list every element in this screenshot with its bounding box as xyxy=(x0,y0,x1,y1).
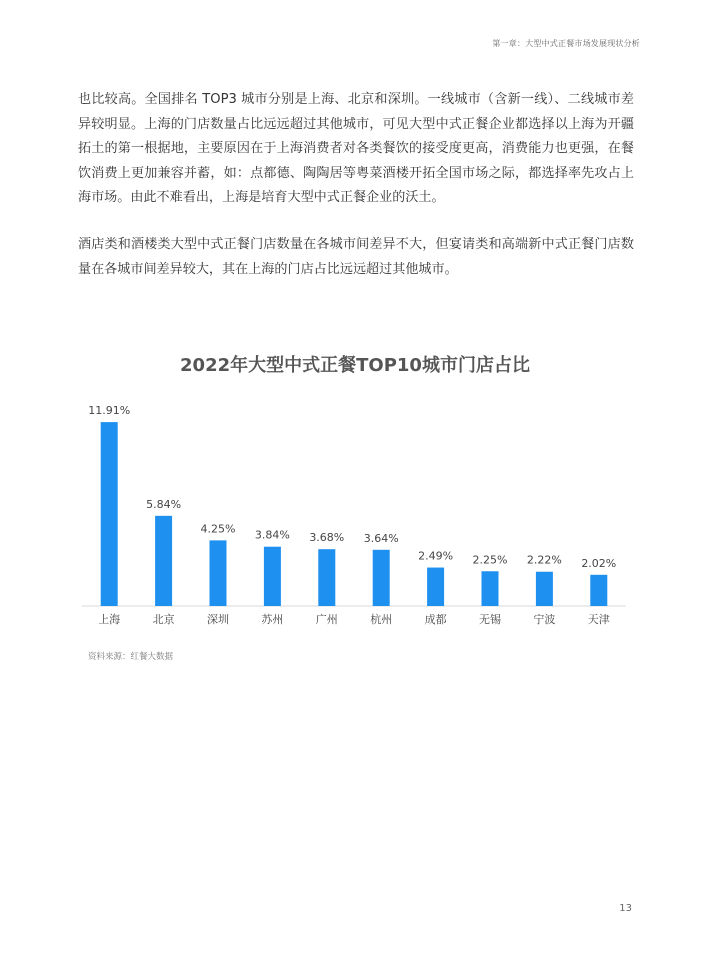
category-label-3: 苏州 xyxy=(261,613,284,626)
source-note: 资料来源：红餐大数据 xyxy=(88,652,174,662)
category-label-7: 无锡 xyxy=(479,613,501,626)
value-label-0: 11.91% xyxy=(88,404,131,418)
page-number: 13 xyxy=(619,903,632,914)
category-label-4: 广州 xyxy=(315,613,338,626)
bar-7 xyxy=(482,571,499,606)
value-label-7: 2.25% xyxy=(472,553,508,567)
bar-1 xyxy=(155,516,172,606)
category-label-8: 宁波 xyxy=(533,613,556,626)
value-label-3: 3.84% xyxy=(254,528,290,542)
category-label-2: 深圳 xyxy=(207,613,229,626)
bar-8 xyxy=(536,572,553,606)
value-label-8: 2.22% xyxy=(526,553,562,567)
category-label-5: 杭州 xyxy=(370,613,393,626)
category-label-6: 成都 xyxy=(424,613,447,626)
bar-3 xyxy=(264,547,281,606)
bar-5 xyxy=(373,550,390,606)
category-label-9: 天津 xyxy=(587,613,610,626)
value-label-5: 3.64% xyxy=(363,531,399,545)
value-label-6: 2.49% xyxy=(418,549,454,563)
bar-9 xyxy=(590,575,607,606)
body-paragraph-1: 也比较高。全国排名 TOP3 城市分别是上海、北京和深圳。一线城市（含新一线）、二线城市差异较明显。上海的门店数量占比远远超过其他城市，可见大型中式正餐企业都选择以上海为开疆拓土的第一根据地，主要原因在于上海消费者对各类餐饮的接受度更高，消费能力也更强，在餐饮消费上更加兼容并蓄，如：点都德、陶陶居等粤菜酒楼开拓全国市场之际，都选择率先攻占上海市场。由此不难看出，上海是培育大型中式正餐企业的沃土。 xyxy=(78,92,634,205)
chart-title: 2022年大型中式正餐TOP10城市门店占比 xyxy=(180,355,530,376)
value-label-2: 4.25% xyxy=(200,522,236,536)
value-label-9: 2.02% xyxy=(581,556,617,570)
category-label-1: 北京 xyxy=(152,613,175,626)
body-paragraph-2: 酒店类和酒楼类大型中式正餐门店数量在各城市间差异不大，但宴请类和高端新中式正餐门店数量在各城市间差异较大，其在上海的门店占比远远超过其他城市。 xyxy=(78,237,634,277)
running-header: 第一章：大型中式正餐市场发展现状分析 xyxy=(492,39,640,48)
category-label-0: 上海 xyxy=(98,613,121,626)
bar-chart xyxy=(0,385,710,635)
bar-2 xyxy=(210,540,227,606)
value-label-4: 3.68% xyxy=(309,531,345,545)
bar-6 xyxy=(427,568,444,606)
bar-4 xyxy=(318,549,335,606)
value-label-1: 5.84% xyxy=(146,497,182,511)
bar-0 xyxy=(101,422,118,606)
